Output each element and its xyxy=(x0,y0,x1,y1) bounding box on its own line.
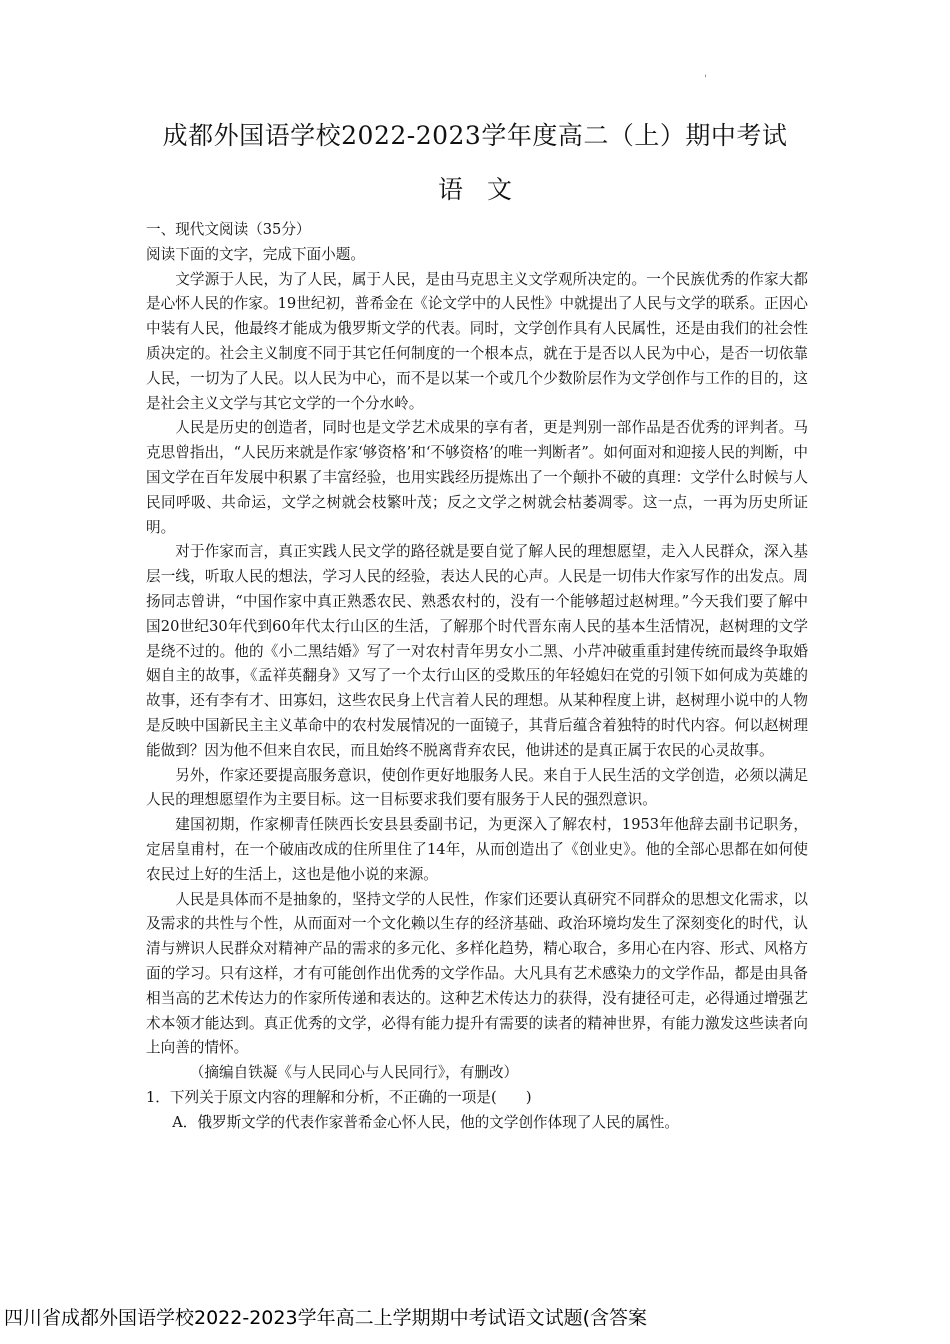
question-1: 1．下列关于原文内容的理解和分析，不正确的一项是( ) xyxy=(146,1088,532,1106)
option-a: A．俄罗斯文学的代表作家普希金心怀人民，他的文学创作体现了人民的属性。 xyxy=(172,1113,679,1131)
subject-title: 语文 xyxy=(437,175,536,204)
reading-section xyxy=(146,218,808,1135)
instruction: 阅读下面的文字，完成下面小题。 xyxy=(146,245,365,263)
header-mark: ' xyxy=(704,74,707,85)
paragraph-1: 文学源于人民，为了人民，属于人民，是由马克思主义文学观所决定的。一个民族优秀的作家大都是心怀人民的作家。19世纪初，普希金在《论文学中的人民性》中就提出了人民与文学的联系。正因心中装有人民，他最终才能成为俄罗斯文学的代表。同时，文学创作具有人民属性，还是由我们的社会性质决定的。社会主义制度不同于其它任何制度的一个根本点，就在于是否以人民为中心，是否一切依靠人民，一切为了人民。以人民为中心，而不是以某一个或几个少数阶层作为文学创作与工作的目的，这是社会主义文学与其它文学的一个分水岭。 xyxy=(146,270,808,412)
paragraph-6: 人民是具体而不是抽象的，坚持文学的人民性，作家们还要认真研究不同群众的思想文化需求，以及需求的共性与个性，从而面对一个文化赖以生存的经济基础、政治环境均发生了深刻变化的时代，认清与辨识人民群众对精神产品的需求的多元化、多样化趋势，精心取合，多用心在内容、形式、风格方面的学习。只有这样，才有可能创作出优秀的文学作品。大凡具有艺术感染力的文学作品，都是由具备相当高的艺术传达力的作家所传递和表达的。这种艺术传达力的获得，没有捷径可走，必得通过增强艺术本领才能达到。真正优秀的文学，必得有能力提升有需要的读者的精神世界，有能力激发这些读者向上向善的情怀。 xyxy=(146,890,808,1057)
source-note: （摘编自铁凝《与人民同心与人民同行》，有删改） xyxy=(189,1064,519,1082)
paragraph-3: 对于作家而言，真正实践人民文学的路径就是要自觉了解人民的理想愿望，走入人民群众，深入基层一线，听取人民的想法，学习人民的经验，表达人民的心声。人民是一切伟大作家写作的出发点。周扬同志曾讲，“中国作家中真正熟悉农民、熟悉农村的，没有一个能够超过赵树理。”今天我们要了解中国20世纪30年代到60年代太行山区的生活，了解那个时代晋东南人民的基本生活情况，赵树理的文学是绕不过的。他的《小二黑结婚》写了一对农村青年男女小二黑、小芹冲破重重封建传统而最终争取婚姻自主的故事，《孟祥英翻身》又写了一个太行山区的受欺压的年轻媳妇在党的引领下如何成为英雄的故事，还有李有才、田寡妇，这些农民身上代言着人民的理想。从某种程度上讲，赵树理小说中的人物是反映中国新民主主义革命中的农村发展情况的一面镜子，其背后蕴含着独特的时代内容。何以赵树理能做到？因为他不但来自农民，而且始终不脱离背弃农民，他讲述的是真正属于农民的心灵故事。 xyxy=(146,543,808,759)
paragraph-5: 建国初期，作家柳青任陕西长安县县委副书记，为更深入了解农村，1953年他辞去副书记职务，定居皇甫村，在一个破庙改成的住所里住了14年，从而创造出了《创业史》。他的全部心思都在如何使农民过上好的生活上，这也是他小说的来源。 xyxy=(146,816,808,883)
section-heading: 一、现代文阅读（35分） xyxy=(146,221,311,238)
paragraph-2: 人民是历史的创造者，同时也是文学艺术成果的享有者，更是判别一部作品是否优秀的评判者。马克思曾指出，“人民历来就是作家‘够资格’和‘不够资格’的唯一判断者”。如何面对和迎接人民的判断，中国文学在百年发展中积累了丰富经验，也用实践经历提炼出了一个颠扑不破的真理：文学什么时候与人民同呼吸、共命运，文学之树就会枝繁叶茂；反之文学之树就会枯萎凋零。这一点，一再为历史所证明。 xyxy=(146,419,808,536)
document-footer: 四川省成都外国语学校2022-2023学年高二上学期期中考试语文试题(含答案 xyxy=(4,1307,647,1329)
exam-title: 成都外国语学校2022-2023学年度高二（上）期中考试 xyxy=(162,121,788,150)
paragraph-4: 另外，作家还要提高服务意识，使创作更好地服务人民。来自于人民生活的文学创造，必须以满足人民的理想愿望作为主要目标。这一目标要求我们要有服务于人民的强烈意识。 xyxy=(146,766,808,809)
